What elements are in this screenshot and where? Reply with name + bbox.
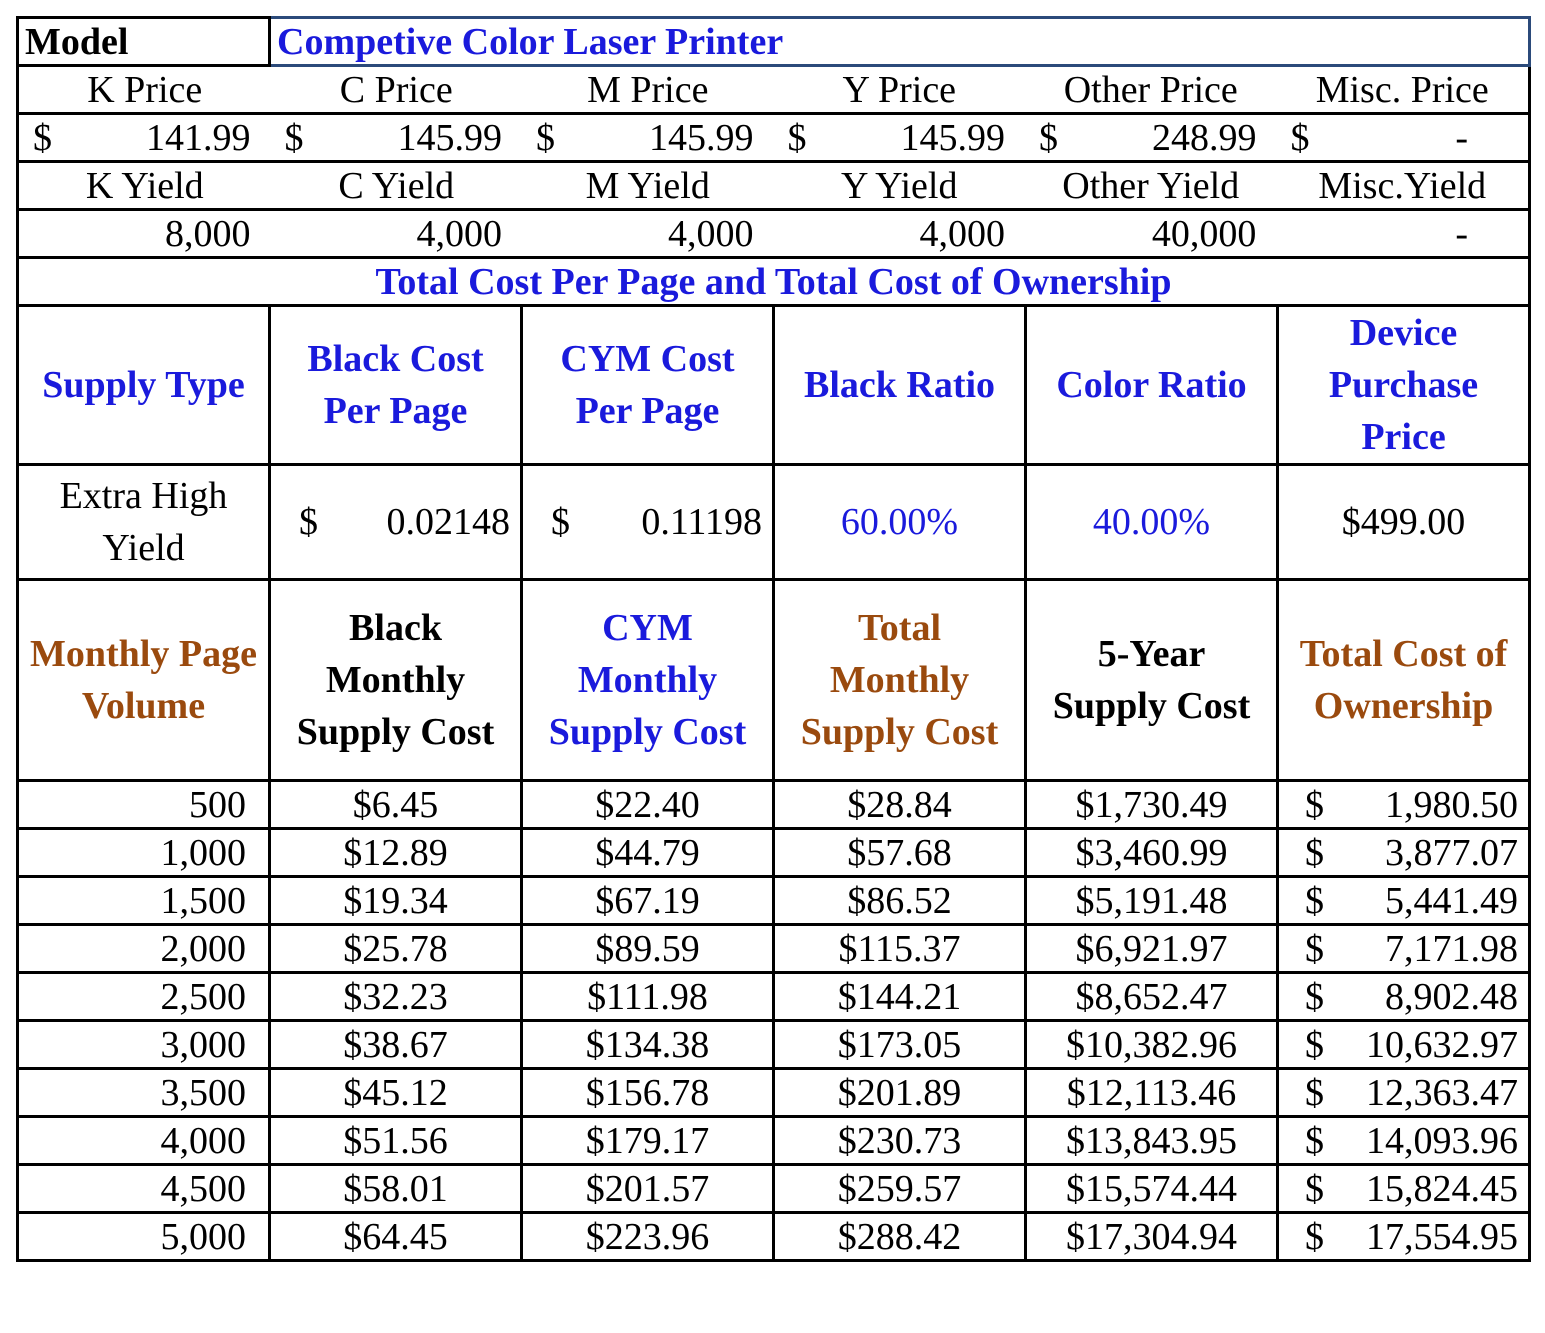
monthly-volume-cell: 2,500	[18, 973, 270, 1021]
yield-values-cell	[18, 210, 1530, 258]
currency-symbol: $	[551, 501, 570, 543]
currency-symbol: $	[1305, 1215, 1324, 1258]
price-header-misc: Misc. Price	[1315, 68, 1489, 111]
total-monthly-cost-cell: $259.57	[774, 1165, 1026, 1213]
tco-cell	[1278, 829, 1530, 877]
tco-value: 15,824.45	[1366, 1167, 1519, 1210]
cost-header-color-ratio: Color Ratio	[1026, 306, 1278, 465]
tco-value: 8,902.48	[1385, 975, 1519, 1018]
currency-symbol: $	[536, 116, 555, 159]
price-k-value: 141.99	[146, 116, 251, 159]
total-monthly-cost-cell: $173.05	[774, 1021, 1026, 1069]
tco-cell	[1278, 877, 1530, 925]
price-y	[774, 116, 1026, 160]
yield-other: 40,000	[1151, 212, 1257, 255]
currency-symbol: $	[1305, 831, 1324, 874]
volume-header-black-monthly: Black Monthly Supply Cost	[270, 580, 522, 781]
monthly-volume-cell: 3,000	[18, 1021, 270, 1069]
five-year-cost-cell: $12,113.46	[1026, 1069, 1278, 1117]
tco-group	[1285, 1023, 1522, 1067]
volume-header-tco: Total Cost of Ownership	[1278, 580, 1530, 781]
black-monthly-cost-cell: $51.56	[270, 1117, 522, 1165]
cym-cost-group	[529, 500, 766, 544]
price-m	[522, 116, 774, 160]
tco-group	[1285, 831, 1522, 875]
data-rows	[18, 781, 1530, 1261]
monthly-volume-cell: 2,000	[18, 925, 270, 973]
black-monthly-cost-cell: $12.89	[270, 829, 522, 877]
table-row	[18, 877, 1530, 925]
table-row	[18, 829, 1530, 877]
price-header-c: C Price	[339, 68, 453, 111]
tco-value: 1,980.50	[1385, 783, 1519, 826]
total-monthly-cost-cell: $230.73	[774, 1117, 1026, 1165]
monthly-volume-cell: 5,000	[18, 1213, 270, 1261]
black-monthly-cost-cell: $19.34	[270, 877, 522, 925]
yield-c: 4,000	[416, 212, 502, 255]
table-row	[18, 1069, 1530, 1117]
cym-monthly-cost-cell: $134.38	[522, 1021, 774, 1069]
tco-value: 3,877.07	[1385, 831, 1519, 874]
five-year-cost-cell: $6,921.97	[1026, 925, 1278, 973]
monthly-volume-cell: 1,000	[18, 829, 270, 877]
volume-header-five-year: 5-Year Supply Cost	[1026, 580, 1278, 781]
price-header-other: Other Price	[1063, 68, 1238, 111]
model-value: Competive Color Laser Printer	[270, 18, 1530, 66]
yield-header-c: C Yield	[338, 164, 455, 207]
tco-group	[1285, 1215, 1522, 1259]
tco-cell	[1278, 1069, 1530, 1117]
black-monthly-cost-cell: $6.45	[270, 781, 522, 829]
cost-header-cym-cost: CYM Cost Per Page	[522, 306, 774, 465]
yield-k: 8,000	[164, 212, 251, 255]
tco-group	[1285, 1071, 1522, 1115]
table-row	[18, 781, 1530, 829]
volume-header-monthly-volume: Monthly Page Volume	[18, 580, 270, 781]
cost-header-supply-type: Supply Type	[18, 306, 270, 465]
color-ratio: 40.00%	[1026, 465, 1278, 580]
yield-header-group	[19, 164, 1528, 208]
supply-type: Extra High Yield	[18, 465, 270, 580]
tco-value: 10,632.97	[1366, 1023, 1519, 1066]
tco-cell	[1278, 781, 1530, 829]
table-row	[18, 1117, 1530, 1165]
cost-header-black-ratio: Black Ratio	[774, 306, 1026, 465]
cym-monthly-cost-cell: $156.78	[522, 1069, 774, 1117]
currency-symbol: $	[1305, 879, 1324, 922]
price-values-row	[18, 114, 1530, 162]
currency-symbol: $	[284, 116, 304, 159]
volume-header-total-monthly: Total Monthly Supply Cost	[774, 580, 1026, 781]
black-monthly-cost-cell: $25.78	[270, 925, 522, 973]
tco-value: 14,093.96	[1366, 1119, 1519, 1162]
price-values-cell	[18, 114, 1530, 162]
yield-header-misc: Misc.Yield	[1318, 164, 1487, 207]
five-year-cost-cell: $3,460.99	[1026, 829, 1278, 877]
black-monthly-cost-cell: $32.23	[270, 973, 522, 1021]
model-row	[18, 18, 1530, 66]
tco-value: 5,441.49	[1385, 879, 1519, 922]
black-monthly-cost-cell: $45.12	[270, 1069, 522, 1117]
monthly-volume-cell: 3,500	[18, 1069, 270, 1117]
price-header-group	[19, 68, 1528, 112]
price-m-value: 145.99	[649, 116, 754, 159]
section-title-row	[18, 258, 1530, 306]
currency-symbol: $	[299, 501, 318, 543]
cost-header-row	[18, 306, 1530, 465]
tco-cell	[1278, 925, 1530, 973]
total-monthly-cost-cell: $28.84	[774, 781, 1026, 829]
yield-header-cell	[18, 162, 1530, 210]
yield-values-row	[18, 210, 1530, 258]
total-monthly-cost-cell: $288.42	[774, 1213, 1026, 1261]
five-year-cost-cell: $17,304.94	[1026, 1213, 1278, 1261]
cost-header-device-price: Device Purchase Price	[1278, 306, 1530, 465]
tco-cell	[1278, 973, 1530, 1021]
yield-header-row	[18, 162, 1530, 210]
tco-cell	[1278, 1213, 1530, 1261]
five-year-cost-cell: $5,191.48	[1026, 877, 1278, 925]
price-values-group	[19, 116, 1528, 160]
cym-monthly-cost-cell: $223.96	[522, 1213, 774, 1261]
price-c-value: 145.99	[397, 116, 502, 159]
yield-m: 4,000	[667, 212, 754, 255]
table-row	[18, 925, 1530, 973]
currency-symbol: $	[787, 116, 807, 159]
tco-group	[1285, 879, 1522, 923]
tco-value: 7,171.98	[1385, 927, 1519, 970]
total-monthly-cost-cell: $57.68	[774, 829, 1026, 877]
tco-group	[1285, 783, 1522, 827]
currency-symbol: $	[1305, 783, 1324, 826]
cym-monthly-cost-cell: $67.19	[522, 877, 774, 925]
price-misc	[1277, 116, 1529, 160]
cym-monthly-cost-cell: $111.98	[522, 973, 774, 1021]
cym-monthly-cost-cell: $179.17	[522, 1117, 774, 1165]
black-monthly-cost-cell: $38.67	[270, 1021, 522, 1069]
monthly-volume-cell: 4,500	[18, 1165, 270, 1213]
tco-value: 12,363.47	[1366, 1071, 1519, 1114]
total-monthly-cost-cell: $86.52	[774, 877, 1026, 925]
price-c	[271, 116, 523, 160]
price-y-value: 145.99	[900, 116, 1005, 159]
cym-monthly-cost-cell: $44.79	[522, 829, 774, 877]
tco-cell	[1278, 1165, 1530, 1213]
currency-symbol: $	[1305, 1023, 1324, 1066]
currency-symbol: $	[1305, 927, 1324, 970]
black-ratio: 60.00%	[774, 465, 1026, 580]
tco-cell	[1278, 1117, 1530, 1165]
tco-cell	[1278, 1021, 1530, 1069]
five-year-cost-cell: $10,382.96	[1026, 1021, 1278, 1069]
currency-symbol: $	[1305, 1119, 1324, 1162]
five-year-cost-cell: $1,730.49	[1026, 781, 1278, 829]
price-header-cell	[18, 66, 1530, 114]
monthly-volume-cell: 1,500	[18, 877, 270, 925]
tco-table	[16, 16, 1531, 1262]
price-header-m: M Price	[587, 68, 709, 111]
yield-values-group	[19, 212, 1528, 256]
yield-header-y: Y Yield	[841, 164, 958, 207]
yield-header-other: Other Yield	[1062, 164, 1240, 207]
price-misc-value: -	[1455, 116, 1468, 159]
currency-symbol: $	[1039, 116, 1058, 159]
black-cost-per-page	[270, 465, 522, 580]
device-purchase-price: $499.00	[1278, 465, 1530, 580]
currency-symbol: $	[1305, 1167, 1324, 1210]
cym-monthly-cost-cell: $201.57	[522, 1165, 774, 1213]
monthly-volume-cell: 500	[18, 781, 270, 829]
price-other-value: 248.99	[1152, 116, 1257, 159]
tco-group	[1285, 927, 1522, 971]
currency-symbol: $	[1290, 116, 1310, 159]
yield-header-k: K Yield	[85, 164, 204, 207]
model-label: Model	[18, 18, 270, 66]
table-row	[18, 1021, 1530, 1069]
yield-header-m: M Yield	[585, 164, 710, 207]
price-header-y: Y Price	[842, 68, 957, 111]
tco-group	[1285, 1119, 1522, 1163]
currency-symbol: $	[1305, 975, 1324, 1018]
tco-group	[1285, 975, 1522, 1019]
table-row	[18, 973, 1530, 1021]
currency-symbol: $	[33, 116, 52, 159]
price-other	[1025, 116, 1277, 160]
total-monthly-cost-cell: $201.89	[774, 1069, 1026, 1117]
yield-y: 4,000	[919, 212, 1005, 255]
volume-header-cym-monthly: CYM Monthly Supply Cost	[522, 580, 774, 781]
table-row	[18, 1165, 1530, 1213]
tco-group	[1285, 1167, 1522, 1211]
currency-symbol: $	[1305, 1071, 1324, 1114]
black-cost-value: 0.02148	[386, 501, 510, 543]
five-year-cost-cell: $8,652.47	[1026, 973, 1278, 1021]
cost-header-black-cost: Black Cost Per Page	[270, 306, 522, 465]
black-monthly-cost-cell: $64.45	[270, 1213, 522, 1261]
black-monthly-cost-cell: $58.01	[270, 1165, 522, 1213]
total-monthly-cost-cell: $115.37	[774, 925, 1026, 973]
five-year-cost-cell: $15,574.44	[1026, 1165, 1278, 1213]
cym-monthly-cost-cell: $89.59	[522, 925, 774, 973]
cym-cost-per-page	[522, 465, 774, 580]
volume-header-row	[18, 580, 1530, 781]
tco-value: 17,554.95	[1366, 1215, 1519, 1258]
five-year-cost-cell: $13,843.95	[1026, 1117, 1278, 1165]
cym-monthly-cost-cell: $22.40	[522, 781, 774, 829]
total-monthly-cost-cell: $144.21	[774, 973, 1026, 1021]
section-title: Total Cost Per Page and Total Cost of Ownership	[18, 258, 1530, 306]
price-header-row	[18, 66, 1530, 114]
cym-cost-value: 0.11198	[641, 501, 762, 543]
price-k	[19, 116, 271, 160]
table-row	[18, 1213, 1530, 1261]
yield-misc: -	[1455, 212, 1468, 255]
price-header-k: K Price	[87, 68, 203, 111]
monthly-volume-cell: 4,000	[18, 1117, 270, 1165]
black-cost-group	[277, 500, 514, 544]
supply-row	[18, 465, 1530, 580]
